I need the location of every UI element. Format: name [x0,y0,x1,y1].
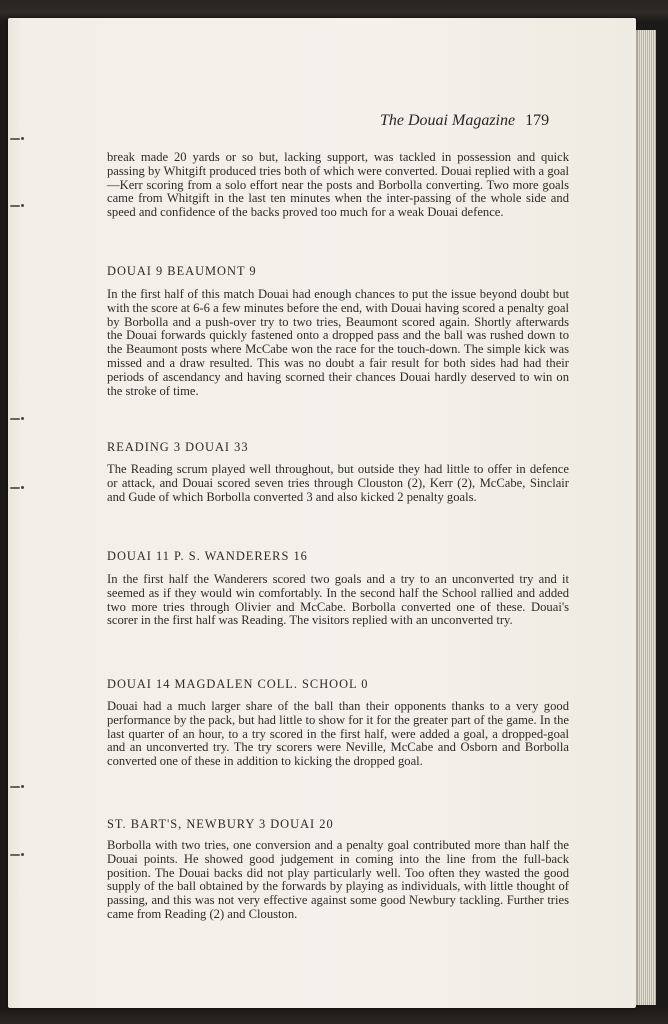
intro-section [107,151,569,220]
binding-mark [10,854,20,856]
match-heading: ST. BART'S, NEWBURY 3 DOUAI 20 [107,817,334,831]
intro-paragraph: break made 20 yards or so but, lacking support, was tackled in possession and quick passing by Whitgift produced tries both of which were converted. Douai replied with a goal—Kerr scoring from a solo effort near the posts and Borbolla converting. Two more goals came from Whitgift in the last ten minutes when the inter-passing of the whole side and speed and confidence of the backs proved too much for a weak Douai defence. [107,150,569,220]
match-heading: READING 3 DOUAI 33 [107,440,249,454]
match-paragraph: The Reading scrum played well throughout, but outside they had little to offer in defence or attack, and Douai scored seven tries through Clouston (2), Kerr (2), McCabe, Sinclair and Gude of which Borbolla converted 3 and also kicked 2 penalty goals. [107,462,569,504]
binding-mark [10,418,20,420]
match-paragraph: In the first half of this match Douai had enough chances to put the issue beyond doubt but with the score at 6-6 a few minutes before the end, with Douai having scored a penalty goal by Borbolla and a push-over try to two tries, Beaumont scored again. Shortly afterwards the Douai forwards quickly fastened onto a dropped pass and the ball was rushed down to the Beaumont posts where McCabe won the race for the touch-down. The simple kick was missed and a draw resulted. This was no doubt a fair result for both sides had had their periods of ascendancy and having scorned their chances Douai hardly deserved to win on the stroke of time. [107,287,569,398]
match-report [107,700,569,769]
match-report [107,463,569,504]
match-report [107,288,569,398]
page-number: 179 [525,112,550,129]
running-header [380,112,590,134]
match-report [107,573,569,628]
binding-mark [10,786,20,788]
match-heading: DOUAI 9 BEAUMONT 9 [107,264,257,278]
magazine-title: The Douai Magazine [380,112,516,129]
match-paragraph: Borbolla with two tries, one conversion and a penalty goal contributed more than half the Douai points. He showed good judgement in coming into the line from the full-back position. The Douai backs did not play particularly well. Too often they wasted the good supply of the ball obtained by the forwards by playing as individuals, with little thought of passing, and this was not very effective against some good Newbury tackling. Further tries came from Reading (2) and Clouston. [107,838,569,921]
match-paragraph: In the first half the Wanderers scored two goals and a try to an unconverted try and it seemed as if they would win comfortably. In the second half the School rallied and added two more tries through Olivier and McCabe. Borbolla converted one of these. Douai's scorer in the first half was Reading. The visitors replied with an unconverted try. [107,572,569,628]
match-report [107,839,569,922]
binding-mark [10,487,20,489]
binding-mark [10,205,20,207]
page-edges [636,30,656,1005]
match-paragraph: Douai had a much larger share of the ball than their opponents thanks to a very good performance by the pack, but had little to show for it for the greater part of the game. In the last quarter of an hour, to a try scored in the first half, were added a goal, a dropped-goal and an unconverted try. The try scorers were Neville, McCabe and Osborn and Borbolla converted one of these in addition to kicking the dropped goal. [107,699,569,769]
match-heading: DOUAI 11 P. S. WANDERERS 16 [107,549,308,563]
match-heading: DOUAI 14 MAGDALEN COLL. SCHOOL 0 [107,677,369,691]
binding-mark [10,138,20,140]
